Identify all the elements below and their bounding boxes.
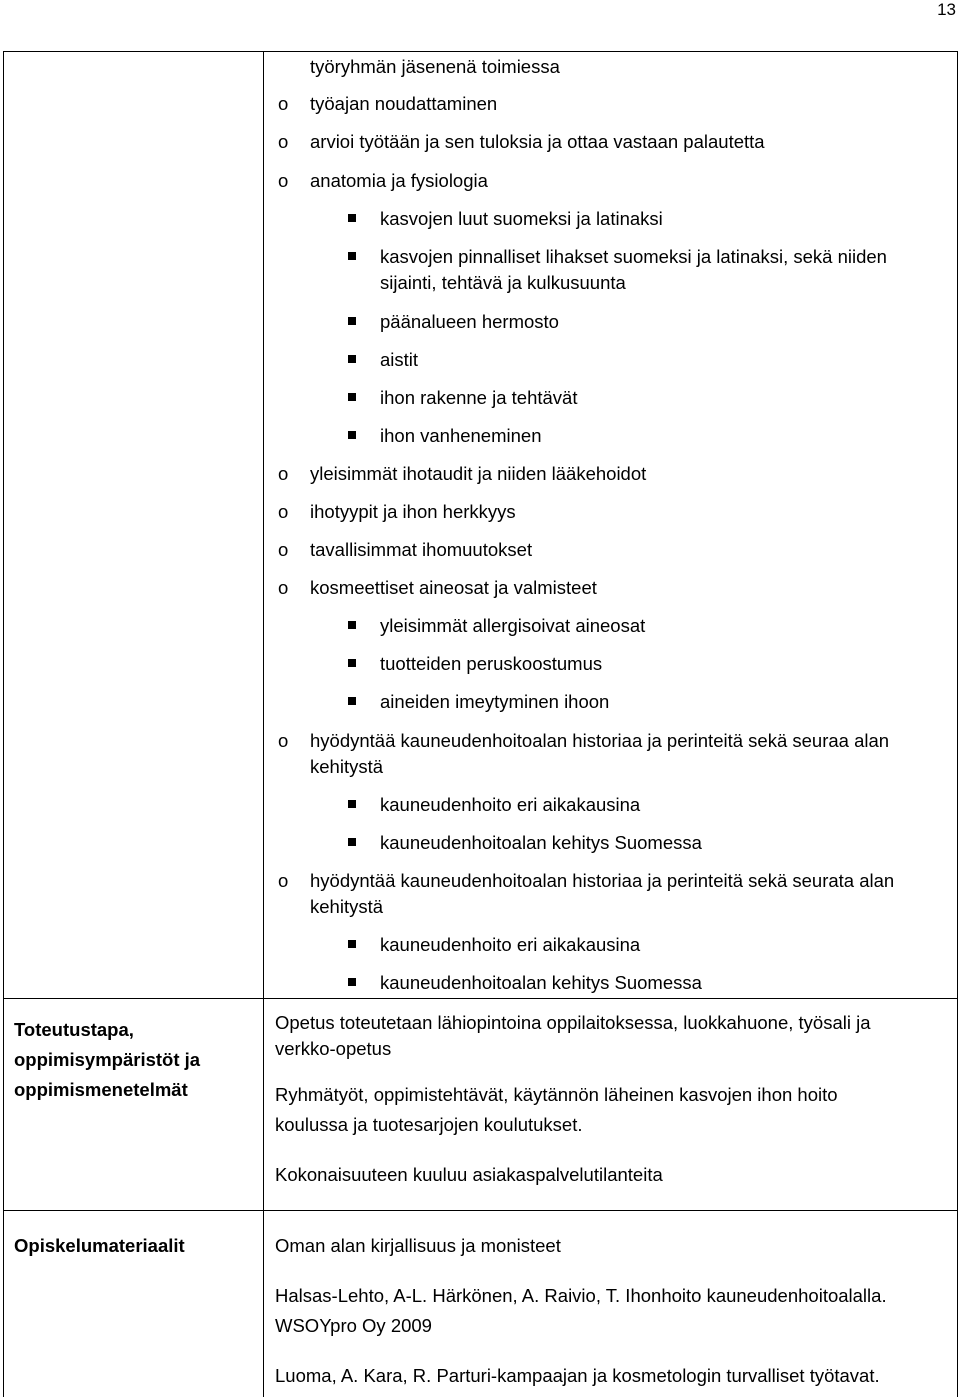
outline-line: kauneudenhoito eri aikakausina [380, 794, 641, 815]
square-bullet-icon [348, 317, 356, 325]
row-divider-2 [3, 1210, 958, 1211]
outline-line: kasvojen luut suomeksi ja latinaksi [380, 208, 663, 229]
square-bullet-icon [348, 838, 356, 846]
implementation-paragraph-3: Kokonaisuuteen kuuluu asiakaspalvelutilanteita [275, 1164, 663, 1185]
materials-item-1: Oman alan kirjallisuus ja monisteet [275, 1235, 561, 1256]
outline-line: aineiden imeytyminen ihoon [380, 691, 610, 712]
materials-item-3: Luoma, A. Kara, R. Parturi-kampaajan ja kosmetologin turvalliset työtavat. [275, 1365, 880, 1386]
square-bullet-icon [348, 252, 356, 260]
implementation-paragraph-2-line-1: Ryhmätyöt, oppimistehtävät, käytännön läheinen kasvojen ihon hoito [275, 1084, 838, 1105]
circle-bullet-icon: o [278, 730, 289, 751]
outline-line: kosmeettiset aineosat ja valmisteet [310, 577, 597, 598]
circle-bullet-icon: o [278, 577, 289, 598]
column-divider [263, 51, 264, 1397]
square-bullet-icon [348, 940, 356, 948]
outline-line: kasvojen pinnalliset lihakset suomeksi ja latinaksi, sekä niiden [380, 246, 887, 267]
square-bullet-icon [348, 393, 356, 401]
circle-bullet-icon: o [278, 170, 289, 191]
square-bullet-icon [348, 214, 356, 222]
implementation-label-line-1: Toteutustapa, [14, 1019, 134, 1040]
square-bullet-icon [348, 355, 356, 363]
page-number: 13 [937, 0, 956, 19]
square-bullet-icon [348, 800, 356, 808]
implementation-label-line-2: oppimisympäristöt ja [14, 1049, 201, 1070]
materials-label: Opiskelumateriaalit [14, 1235, 185, 1256]
table-left-border [3, 51, 4, 1397]
materials-item-2-line-2: WSOYpro Oy 2009 [275, 1315, 432, 1336]
circle-bullet-icon: o [278, 93, 289, 114]
outline-line: ihon vanheneminen [380, 425, 542, 446]
outline-line: yleisimmät ihotaudit ja niiden lääkehoidot [310, 463, 647, 484]
outline-line: anatomia ja fysiologia [310, 170, 488, 191]
outline-line: sijainti, tehtävä ja kulkusuunta [380, 272, 626, 293]
square-bullet-icon [348, 659, 356, 667]
table-right-border [957, 51, 958, 1397]
outline-line: tuotteiden peruskoostumus [380, 653, 603, 674]
implementation-paragraph-1-line-1: Opetus toteutetaan lähiopintoina oppilaitoksessa, luokkahuone, työsali ja [275, 1012, 871, 1033]
outline-line: kehitystä [310, 896, 384, 917]
outline-line: yleisimmät allergisoivat aineosat [380, 615, 646, 636]
square-bullet-icon [348, 621, 356, 629]
outline-line: tavallisimmat ihomuutokset [310, 539, 533, 560]
circle-bullet-icon: o [278, 870, 289, 891]
implementation-paragraph-1-line-2: verkko-opetus [275, 1038, 392, 1059]
materials-item-2-line-1: Halsas-Lehto, A-L. Härkönen, A. Raivio, T. Ihonhoito kauneudenhoitoalalla. [275, 1285, 887, 1306]
outline-line: kauneudenhoitoalan kehitys Suomessa [380, 972, 702, 993]
square-bullet-icon [348, 431, 356, 439]
circle-bullet-icon: o [278, 463, 289, 484]
outline-line: kehitystä [310, 756, 384, 777]
outline-line: aistit [380, 349, 419, 370]
outline-line: kauneudenhoito eri aikakausina [380, 934, 641, 955]
outline-line: päänalueen hermosto [380, 311, 559, 332]
row-divider-1 [3, 998, 958, 999]
implementation-label-line-3: oppimismenetelmät [14, 1079, 188, 1100]
implementation-paragraph-2-line-2: koulussa ja tuotesarjojen koulutukset. [275, 1114, 583, 1135]
circle-bullet-icon: o [278, 501, 289, 522]
outline-line: arvioi työtään ja sen tuloksia ja ottaa vastaan palautetta [310, 131, 765, 152]
outline-line: ihotyypit ja ihon herkkyys [310, 501, 516, 522]
outline-line: kauneudenhoitoalan kehitys Suomessa [380, 832, 702, 853]
square-bullet-icon [348, 978, 356, 986]
outline-line: työryhmän jäsenenä toimiessa [310, 56, 560, 77]
outline-line: hyödyntää kauneudenhoitoalan historiaa ja perinteitä sekä seurata alan [310, 870, 895, 891]
outline-line: työajan noudattaminen [310, 93, 498, 114]
circle-bullet-icon: o [278, 131, 289, 152]
circle-bullet-icon: o [278, 539, 289, 560]
table-top-border [3, 51, 958, 52]
outline-line: ihon rakenne ja tehtävät [380, 387, 578, 408]
square-bullet-icon [348, 697, 356, 705]
outline-line: hyödyntää kauneudenhoitoalan historiaa ja perinteitä sekä seuraa alan [310, 730, 890, 751]
